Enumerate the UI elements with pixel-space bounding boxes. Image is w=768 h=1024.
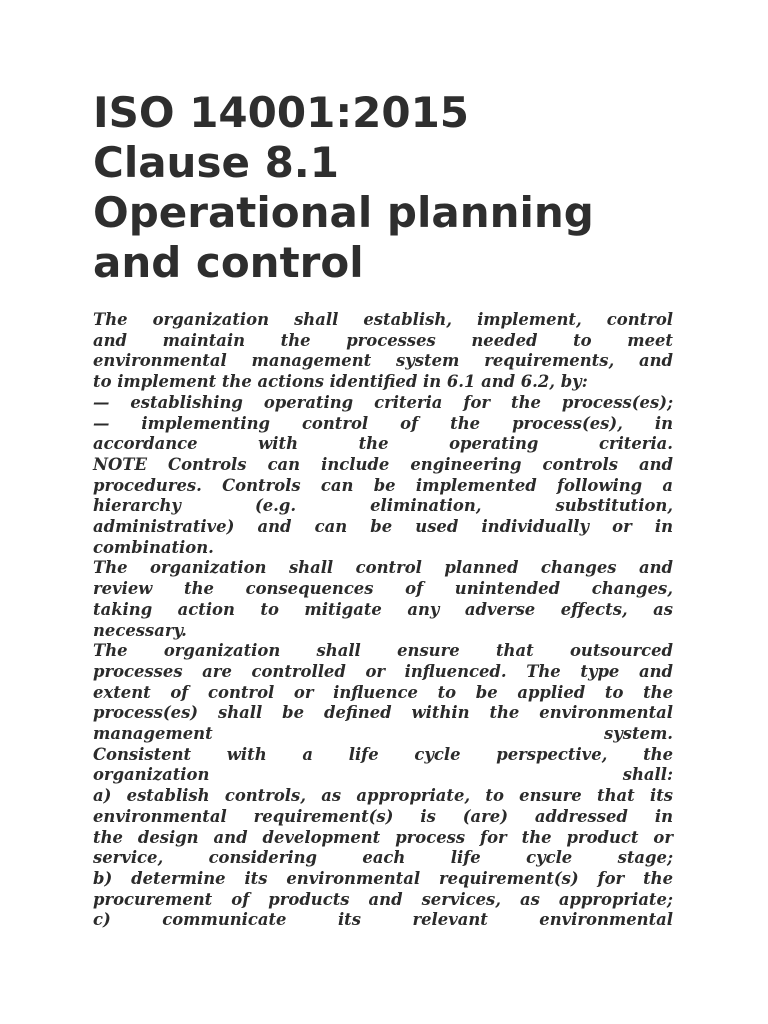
document-body [93,310,673,931]
body-line: Consistent with a life cycle perspective, the [93,744,673,764]
body-line: administrative) and can be used individually or in [93,517,673,537]
body-line: review the consequences of unintended changes, [93,579,673,599]
body-line: procurement of products and services, as appropriate; [93,889,673,909]
title-line: Clause 8.1 [93,138,339,187]
title-line: Operational planning [93,188,594,237]
body-line: extent of control or influence to be applied to the [93,682,673,702]
document-title [93,88,673,288]
body-line: accordance with the operating criteria. [93,434,673,454]
body-line: The organization shall ensure that outsourced [93,641,673,661]
body-line: The organization shall establish, implement, control [93,310,673,329]
body-line: The organization shall control planned changes and [93,558,673,578]
title-line: ISO 14001:2015 [93,88,470,137]
body-line: c) communicate its relevant environmental [93,910,673,930]
body-line: and maintain the processes needed to meet [93,330,673,350]
body-line: environmental requirement(s) is (are) addressed in [93,806,673,826]
body-line: hierarchy (e.g. elimination, substitution, [93,496,673,516]
body-line: environmental management system requirements, and [93,351,673,371]
body-line: b) determine its environmental requirement(s) for the [93,868,673,888]
body-line: NOTE Controls can include engineering controls and [93,454,673,474]
body-line: processes are controlled or influenced. The type and [93,661,673,681]
body-line: procedures. Controls can be implemented following a [93,475,673,495]
body-line: the design and development process for the product or [93,827,673,847]
body-line: management system. [93,724,673,744]
body-line: combination. [93,537,214,557]
body-line: to implement the actions identified in 6.1 and 6.2, by: [93,372,588,392]
body-line: necessary. [93,620,187,640]
body-line: process(es) shall be defined within the environmental [93,703,673,723]
body-line: organization shall: [93,765,673,785]
body-line: a) establish controls, as appropriate, to ensure that its [93,786,673,806]
body-line: — establishing operating criteria for the process(es); [93,392,673,412]
body-line: — implementing control of the process(es), in [93,413,673,433]
document-page [93,88,673,931]
body-line: taking action to mitigate any adverse effects, as [93,599,673,619]
title-line: and control [93,238,364,287]
body-line: service, considering each life cycle stage; [93,848,673,868]
